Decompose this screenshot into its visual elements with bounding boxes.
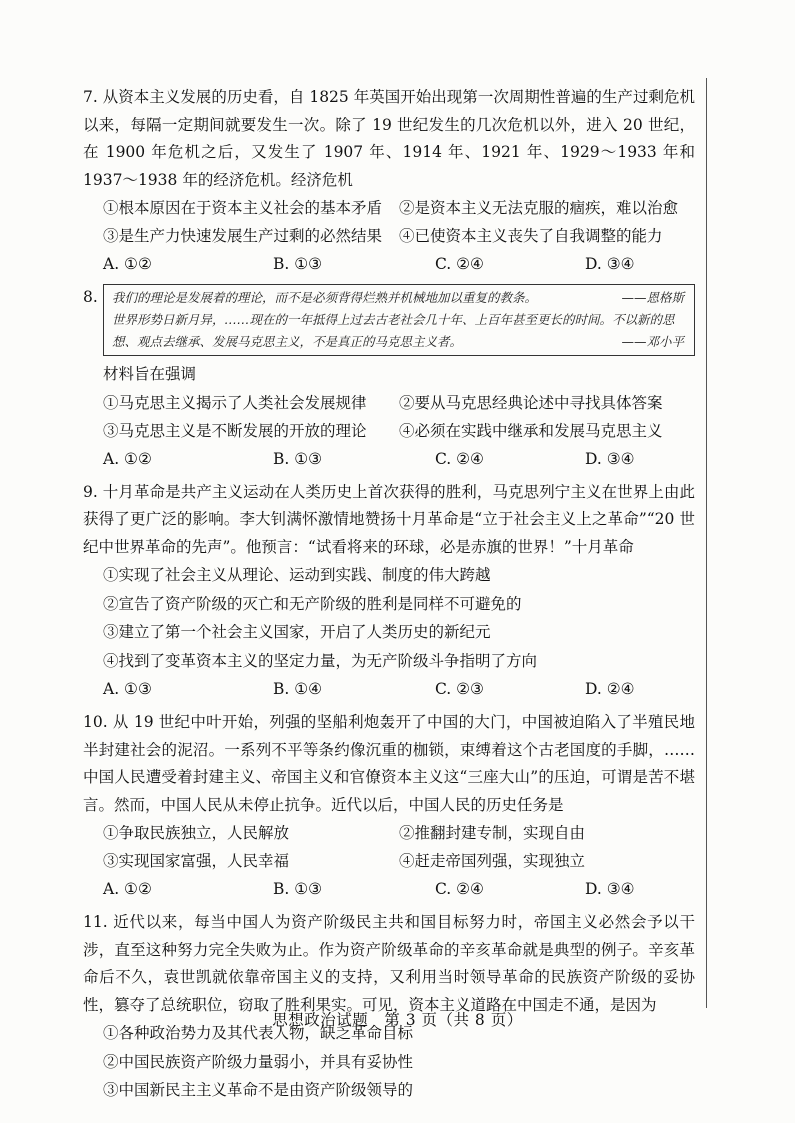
exam-content: [83, 84, 695, 1111]
question-11-stem: 11. 近代以来，每当中国人为资产阶级民主共和国目标努力时，帝国主义必然会予以干涉，直至这种努力完全失败为止。作为资产阶级革命的辛亥革命就是典型的例子。辛亥革命后不久，袁世凯就依靠帝国主义的支持，又利用当时领导革命的民族资产阶级的妥协性，篡夺了总统职位，窃取了胜利果实。可见，资本主义道路在中国走不通，是因为: [83, 913, 695, 1014]
q8-choices: [83, 445, 695, 473]
q10-option-2: ②推翻封建专制，实现自由: [399, 824, 586, 842]
q8-option-4: ④必须在实践中继承和发展马克思主义: [399, 421, 663, 440]
q8-option-3: ③马克思主义是不断发展的开放的理论: [103, 421, 367, 440]
question-9: [83, 479, 695, 704]
q8-choice-a: A. ①②: [103, 449, 152, 468]
q10-option-4: ④赶走帝国列强，实现独立: [399, 852, 586, 870]
q10-choice-d: D. ③④: [585, 880, 635, 898]
q8-quote-1-source: ——恩格斯: [621, 290, 684, 305]
question-7: [83, 84, 695, 278]
q8-quote-2-source: ——邓小平: [621, 334, 684, 349]
q10-choice-a: A. ①②: [103, 880, 152, 898]
q7-option-4: ④已使资本主义丧失了自我调整的能力: [399, 227, 663, 245]
q11-option-1: ①各种政治势力及其代表人物，缺乏革命目标: [103, 1024, 414, 1042]
q11-option-2: ②中国民族资产阶级力量弱小，并具有妥协性: [103, 1052, 414, 1071]
q7-choices: [83, 250, 695, 278]
q8-option-1: ①马克思主义揭示了人类社会发展规律: [103, 393, 367, 412]
q9-choices: [83, 675, 695, 703]
q8-choice-b: B. ①③: [273, 449, 323, 468]
q7-choice-d: D. ③④: [585, 255, 635, 273]
q10-choices: [83, 875, 695, 903]
q8-quote-2: 世界形势日新月异，……现在的一年抵得上过去古老社会几十年、上百年甚至更长的时间。不以新的思想、观点去继承、发展马克思主义，不是真正的马克思主义者。: [112, 312, 675, 349]
q7-choice-a: A. ①②: [103, 255, 152, 273]
q7-option-2: ②是资本主义无法克服的痼疾，难以治愈: [399, 199, 679, 217]
q7-choice-c: C. ②④: [435, 255, 484, 273]
q7-choice-b: B. ①③: [273, 255, 323, 273]
q9-choice-a: A. ①③: [103, 680, 152, 698]
q9-option-1: ①实现了社会主义从理论、运动到实践、制度的伟大跨越: [103, 566, 491, 584]
question-10-stem: 10. 从 19 世纪中叶开始，列强的坚船利炮轰开了中国的大门，中国被迫陷入了半殖民地半封建社会的泥沼。一系列不平等条约像沉重的枷锁，束缚着这个古老国度的手脚，……中国人民遭受着封建主义、帝国主义和官僚资本主义这“三座大山”的压迫，可谓是苦不堪言。然而，中国人民从未停止抗争。近代以后，中国人民的历史任务是: [83, 713, 695, 814]
q8-choice-d: D. ③④: [585, 449, 635, 468]
q10-option-3: ③实现国家富强，人民幸福: [103, 852, 290, 870]
q9-option-3: ③建立了第一个社会主义国家，开启了人类历史的新纪元: [103, 623, 491, 641]
question-10: [83, 709, 695, 903]
question-9-stem: 9. 十月革命是共产主义运动在人类历史上首次获得的胜利，马克思列宁主义在世界上由此获得了更广泛的影响。李大钊满怀激情地赞扬十月革命是“立于社会主义上之革命”“20 世纪中世界革命的先声”。他预言：“试看将来的环球，必是赤旗的世界！”十月革命: [83, 482, 695, 556]
q8-lead: 材料旨在强调: [103, 365, 197, 383]
q10-choice-b: B. ①③: [273, 880, 323, 898]
q8-quote-1: 我们的理论是发展着的理论，而不是必须背得烂熟并机械地加以重复的教条。: [112, 290, 538, 305]
q8-option-2: ②要从马克思经典论述中寻找具体答案: [399, 393, 663, 412]
margin-rule: [706, 78, 707, 1008]
question-7-stem: 7. 从资本主义发展的历史看，自 1825 年英国开始出现第一次周期性普遍的生产过剩危机以来，每隔一定期间就要发生一次。除了 19 世纪发生的几次危机以外，进入 20 世纪，在 1900 年危机之后，又发生了 1907 年、1914 年、1921 年、1929～1933 年和 1937～1938 年的经济危机。经济危机: [83, 88, 695, 189]
q7-option-3: ③是生产力快速发展生产过剩的必然结果: [103, 227, 383, 245]
page-footer: 思想政治试题 第 3 页（共 8 页）: [272, 1011, 523, 1029]
question-11: [83, 909, 695, 1105]
question-8-number: 8.: [83, 288, 98, 306]
q9-choice-c: C. ②③: [435, 680, 484, 698]
q9-option-2: ②宣告了资产阶级的灭亡和无产阶级的胜利是同样不可避免的: [103, 594, 522, 613]
q8-quote-box: [103, 284, 695, 356]
q9-choice-b: B. ①④: [273, 680, 323, 698]
q10-option-1: ①争取民族独立，人民解放: [103, 824, 290, 842]
q10-choice-c: C. ②④: [435, 880, 484, 898]
q9-choice-d: D. ②④: [585, 680, 635, 698]
q8-choice-c: C. ②④: [435, 449, 484, 468]
question-8: [83, 284, 695, 473]
q9-option-4: ④找到了变革资本主义的坚定力量，为无产阶级斗争指明了方向: [103, 651, 538, 670]
q11-option-3: ③中国新民主主义革命不是由资产阶级领导的: [103, 1081, 414, 1099]
q7-option-1: ①根本原因在于资本主义社会的基本矛盾: [103, 199, 383, 217]
